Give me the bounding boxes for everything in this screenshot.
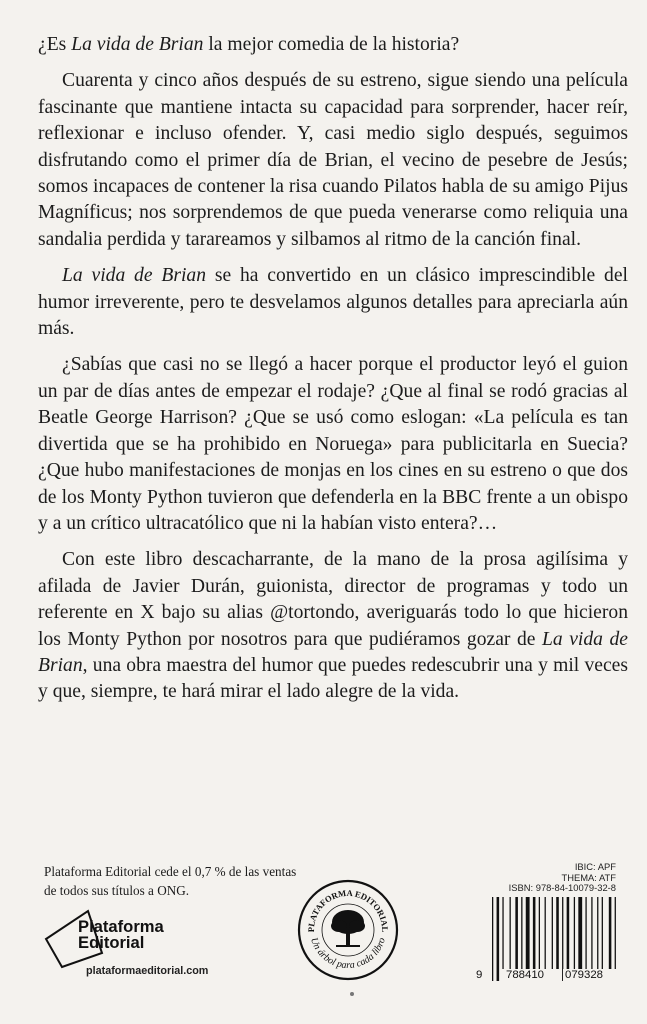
- barcode-bar: [510, 897, 511, 969]
- donation-line-2: de todos sus títulos a ONG.: [44, 883, 190, 898]
- seal-top-text: PLATAFORMA EDITORIAL: [305, 887, 391, 933]
- tree-seal: [296, 878, 400, 982]
- thema-code: THEMA: ATF: [561, 871, 616, 883]
- barcode-bar: [545, 897, 546, 969]
- barcode-bar: [609, 897, 612, 969]
- blurb-paragraph: [38, 547, 628, 705]
- book-title-italic: La vida de Brian: [62, 265, 206, 287]
- paragraph-text: Con este libro descacharrante, de la mano de la prosa agilísima y afilada de Javier Durán, guionista, director de programas y todo un referente en X bajo su alias @tortondo, averiguarás todo lo que hicieron los Monty Python por nosotros para que pudiéramos gozar de: [38, 549, 628, 650]
- barcode-bar: [526, 897, 530, 969]
- isbn-number: ISBN: 978-84-10079-32-8: [508, 882, 616, 894]
- blurb-paragraph: [38, 68, 628, 253]
- barcode-bar: [492, 897, 493, 981]
- barcode-digit-first: 9: [476, 969, 483, 981]
- blurb-paragraph: [38, 32, 628, 58]
- barcode-bar: [597, 897, 598, 969]
- paragraph-text: ¿Es: [38, 34, 72, 55]
- barcode-bar: [533, 897, 536, 969]
- seal-bottom-text: Un árbol para cada libro: [308, 936, 388, 972]
- barcode-bar: [497, 897, 500, 981]
- tree-seal-icon: [296, 878, 400, 982]
- barcode-bar: [585, 897, 586, 969]
- blurb-text: [38, 32, 628, 706]
- paragraph-text: la mejor comedia de la historia?: [203, 34, 460, 55]
- barcode-bar: [591, 897, 592, 969]
- barcode-bar: [615, 897, 616, 969]
- barcode-digits-left: 788410: [506, 969, 545, 981]
- barcode-bar: [574, 897, 575, 969]
- decorative-dot: [350, 992, 354, 996]
- book-title-italic: La vida de Brian: [38, 628, 628, 676]
- ibic-code: IBIC: APF: [574, 861, 616, 872]
- barcode-bar: [502, 897, 503, 969]
- barcode-bar: [521, 897, 522, 969]
- donation-line-1: Plataforma Editorial cede el 0,7 % de las ventas: [44, 864, 297, 879]
- barcode-bar: [515, 897, 518, 969]
- logo-line-2: Editorial: [78, 933, 145, 952]
- logo-line-1: Plataforma: [78, 917, 164, 936]
- book-title-italic: La vida de Brian: [71, 34, 204, 55]
- barcode-bar: [556, 897, 559, 969]
- paragraph-text: ¿Sabías que casi no se llegó a hacer porque el productor leyó el guion un par de días antes de empezar el rodaje? ¿Que al final se rodó gracias al Beatle George Harrison? ¿Que se usó como eslogan: «La película es tan divertida que se ha prohibido en Noruega» para publicitarla en Suecia? ¿Que hubo manifestaciones de monjas en los cines en su estreno o que dos de los Monty Python tuvieron que defenderla en la BBC frente a un obispo y a un crítico ultracatólico que ni la habían visto entera?…: [38, 354, 628, 534]
- barcode-digits-right: 079328: [565, 969, 604, 981]
- barcode-bar: [578, 897, 582, 969]
- publisher-website: plataformaeditorial.com: [86, 965, 209, 977]
- blurb-paragraph: [38, 263, 628, 342]
- barcode-bar: [602, 897, 603, 969]
- classification-info: [486, 862, 616, 894]
- barcode-bar: [552, 897, 553, 969]
- blurb-paragraph: [38, 352, 628, 537]
- paragraph-text: , una obra maestra del humor que puedes redescubrir una y mil veces y que, siempre, te hará mirar el lado alegre de la vida.: [38, 654, 628, 703]
- paragraph-text: Cuarenta y cinco años después de su estreno, sigue siendo una película fascinante que mantiene intacta su capacidad para sorprender, hacer reír, reflexionar e incluso ofender. Y, casi medio siglo después, seguimos disfrutando como el primer día de Brian, el vecino de pesebre de Jesús; somos incapaces de contener la risa cuando Pilatos habla de su amigo Pijus Magníficus; nos sorprendemos de que pueda venerarse como reliquia una sandalia perdida y tarareamos y silbamos al ritmo de la canción final.: [38, 70, 628, 250]
- barcode-bar: [539, 897, 540, 969]
- publisher-logo-text: [78, 919, 164, 951]
- paragraph-text: se ha convertido en un clásico imprescindible del humor irreverente, pero te desvelamos algunos detalles para apreciarla aún más.: [38, 265, 628, 340]
